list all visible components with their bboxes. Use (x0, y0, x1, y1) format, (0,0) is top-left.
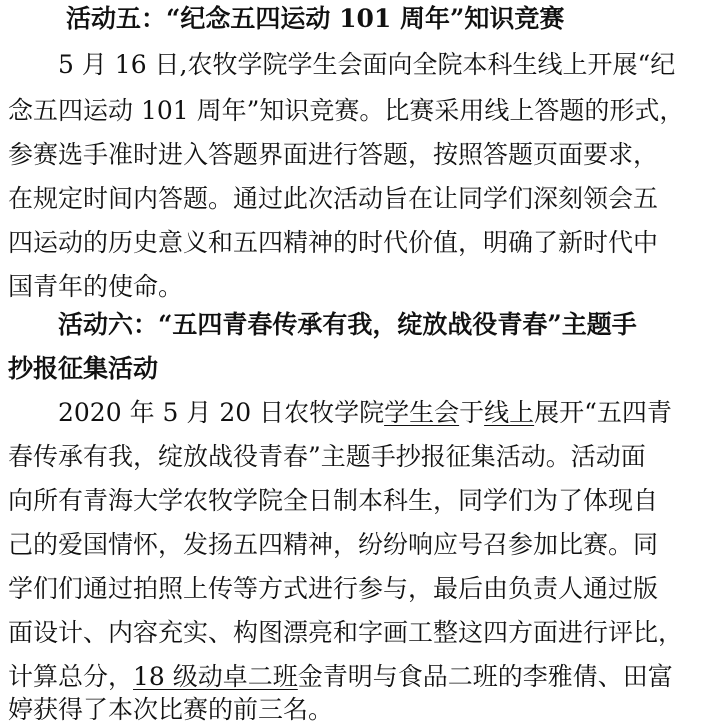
activity5-line-1: 5 月 16 日,农牧学院学生会面向全院本科生线上开展“纪 (58, 50, 676, 79)
activity5-line-6: 国青年的使命。 (8, 272, 184, 301)
underlined-student-union: 学生会 (384, 398, 460, 427)
activity5-line-3: 参赛选手准时进入答题界面进行答题，按照答题页面要求， (8, 140, 659, 169)
activity6-line-4: 己的爱国情怀，发扬五四精神，纷纷响应号召参加比赛。同 (8, 530, 659, 559)
activity5-line-2: 念五四运动 101 周年”知识竞赛。比赛采用线上答题的形式， (8, 96, 685, 125)
activity6-title-line-2: 抄报征集活动 (8, 354, 159, 383)
activity6-line-3: 向所有青海大学农牧学院全日制本科生，同学们为了体现自 (8, 486, 659, 515)
activity6-title-line-1: 活动六：“五四青春传承有我，绽放战役青春”主题手 (58, 310, 637, 339)
activity5-line-4: 在规定时间内答题。通过此次活动旨在让同学们深刻领会五 (8, 184, 659, 213)
activity6-line-2: 春传承有我，绽放战役青春”主题手抄报征集活动。活动面 (8, 442, 646, 471)
activity6-line-1 (58, 390, 698, 436)
activity6-line-6: 面设计、内容充实、构图漂亮和字画工整这四方面进行评比， (8, 618, 684, 647)
underlined-class-name: 18 级动卓二班 (133, 662, 298, 691)
activity5-title: 活动五：“纪念五四运动 101 周年”知识竞赛 (66, 4, 565, 33)
underlined-online: 线上 (484, 398, 535, 427)
activity6-line-5: 学们们通过拍照上传等方式进行参与，最后由负责人通过版 (8, 574, 659, 603)
activity5-line-5: 四运动的历史意义和五四精神的时代价值，明确了新时代中 (8, 228, 659, 257)
activity6-line-8: 婷获得了本次比赛的前三名。 (8, 695, 334, 724)
activity6-line-7-start: 计算总分， (8, 662, 134, 691)
activity6-line-1-start: 2020 年 5 月 20 日农牧学院 (58, 398, 385, 427)
activity6-line-1-mid: 于 (459, 398, 485, 427)
activity6-line-7-end: 金青明与食品二班的李雅倩、田富 (297, 662, 673, 691)
activity6-line-1-end: 展开“五四青 (534, 398, 672, 427)
